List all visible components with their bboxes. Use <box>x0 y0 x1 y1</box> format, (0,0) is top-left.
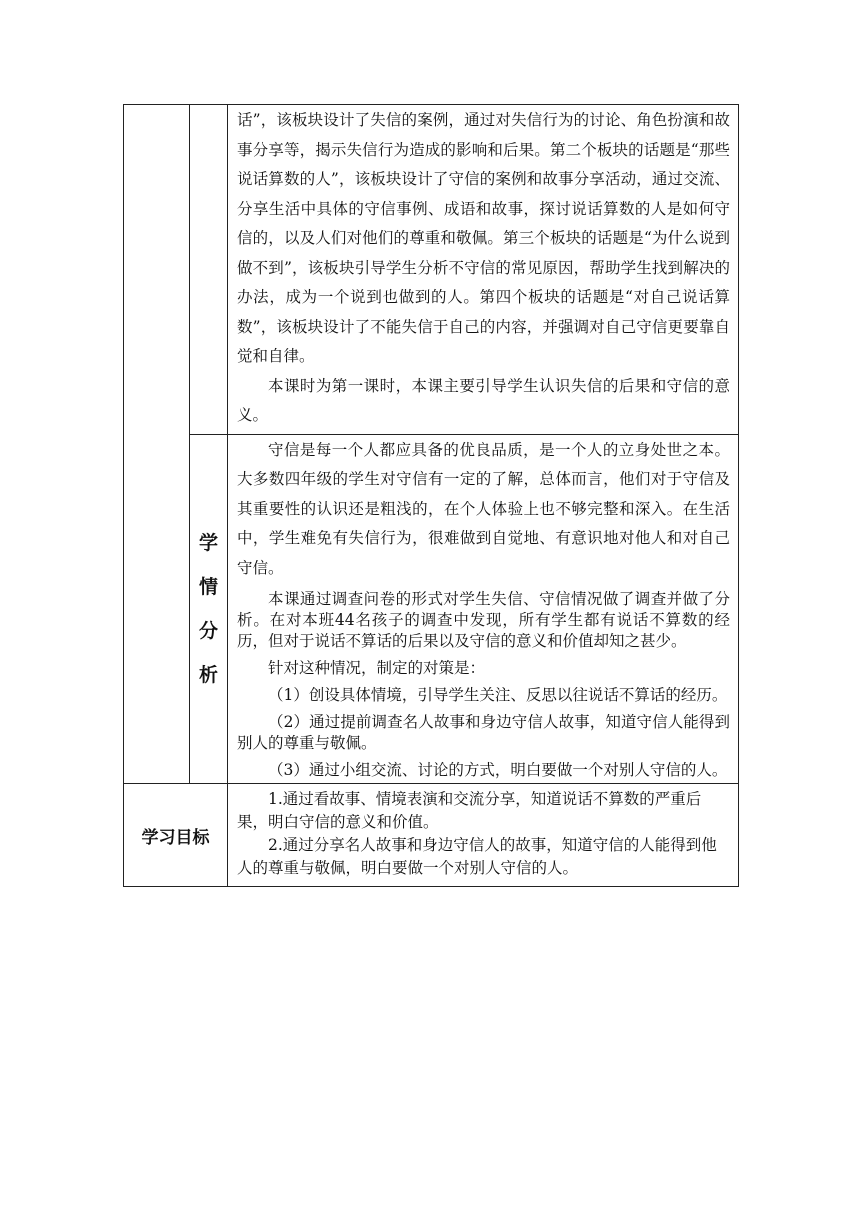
xueqing-paragraph-1: 守信是每一个人都应具备的优良品质，是一个人的立身处世之本。大多数四年级的学生对守信有一定的了解，总体而言，他们对于守信及其重要性的认识还是粗浅的，在个人体验上也不够完整和深入。在生活中，学生难免有失信行为，很难做到自觉地、有意识地对他人和对自己守信。 <box>237 440 730 577</box>
goal-item: 2.通过分享名人故事和身边守信人的故事，知道守信的人能得到他人的尊重与敬佩，明白要做一个对别人守信的人。 <box>237 836 717 877</box>
goals-row <box>124 784 739 887</box>
xueqing-content-cell <box>228 434 739 784</box>
intro-row <box>124 105 739 435</box>
section-label-cell-empty <box>124 105 190 784</box>
xueqing-label-char: 学 <box>198 531 218 554</box>
intro-paragraph-lesson: 本课时为第一课时，本课主要引导学生认识失信的后果和守信的意义。 <box>237 376 730 424</box>
xueqing-label-char: 分 <box>198 619 218 642</box>
intro-paragraph-continued: 话”，该板块设计了失信的案例，通过对失信行为的讨论、角色扮演和故事分享等，揭示失信行为造成的影响和后果。第二个板块的话题是“那些说话算数的人”，该板块设计了守信的案例和故事分享活动，通过交流、分享生活中具体的守信事例、成语和故事，探讨说话算数的人是如何守信的，以及人们对他们的尊重和敬佩。第三个板块的话题是“为什么说到做不到”，该板块引导学生分析不守信的常见原因，帮助学生找到解决的办法，成为一个说到也做到的人。第四个板块的话题是“对自己说话算数”，该板块设计了不能失信于自己的内容，并强调对自己守信更要靠自觉和自律。 <box>237 111 730 365</box>
intro-content-cell <box>228 105 739 435</box>
xueqing-item: （3）通过小组交流、讨论的方式，明白要做一个对别人守信的人。 <box>268 761 728 779</box>
xueqing-label <box>190 434 228 784</box>
xueqing-paragraph-3: 针对这种情况，制定的对策是： <box>268 659 486 677</box>
xueqing-item: （2）通过提前调查名人故事和身边守信人故事，知道守信人能得到别人的尊重与敬佩。 <box>237 713 730 752</box>
xueqing-row <box>124 434 739 784</box>
goal-item: 1.通过看故事、情境表演和交流分享，知道说话不算数的严重后果，明白守信的意义和价值。 <box>237 790 702 831</box>
xueqing-label-char: 析 <box>198 663 218 686</box>
xueqing-label-char: 情 <box>198 575 218 598</box>
goals-content-cell <box>228 784 739 887</box>
xueqing-paragraph-2: 本课通过调查问卷的形式对学生失信、守信情况做了调查并做了分析。在对本班44名孩子的调查中发现，所有学生都有说话不算数的经历，但对于说话不算话的后果以及守信的意义和价值却知之甚少。 <box>237 590 730 650</box>
lesson-plan-table <box>123 104 739 887</box>
xueqing-item: （1）创设具体情境，引导学生关注、反思以往说话不算话的经历。 <box>268 686 728 704</box>
sub-label-cell-empty <box>190 105 228 435</box>
goals-label: 学习目标 <box>124 784 228 887</box>
